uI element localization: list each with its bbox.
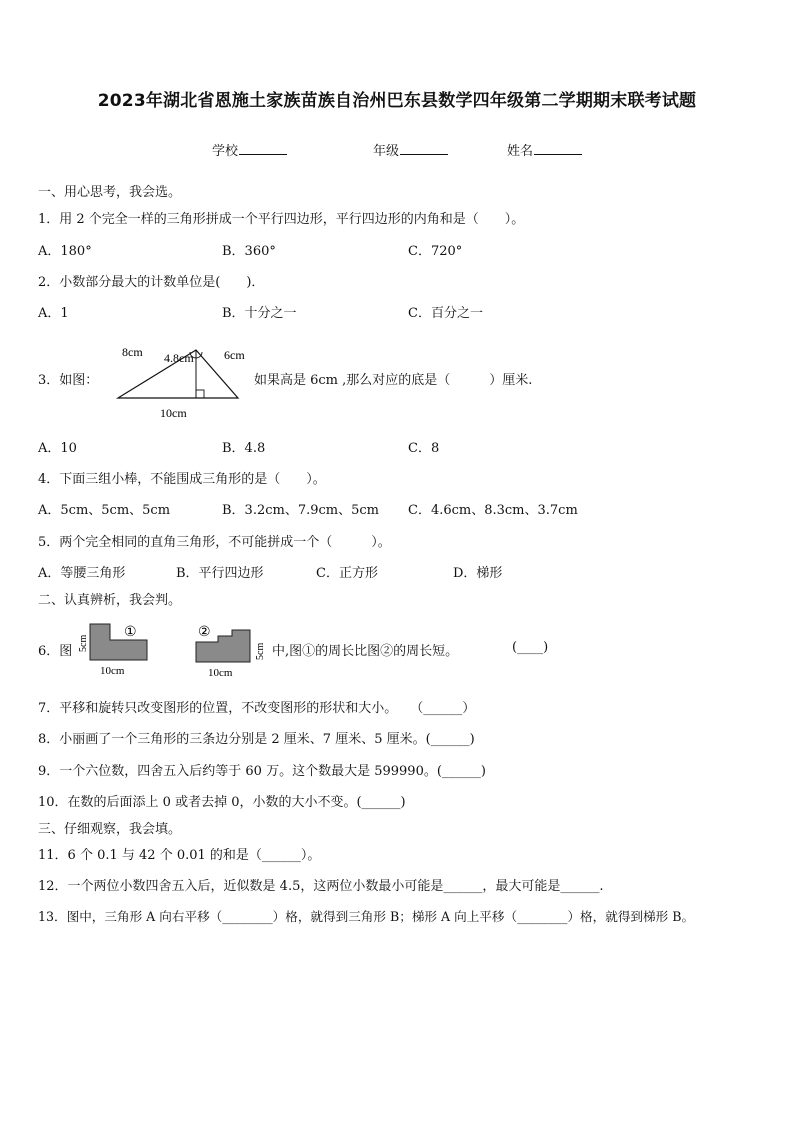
shape-1-base-label: 10cm xyxy=(100,665,125,677)
q5-option-b: B．平行四边形 xyxy=(176,566,264,581)
name-label: 姓名 xyxy=(507,144,534,159)
name-field xyxy=(507,140,582,159)
question-11: 11．6 个 0.1 与 42 个 0.01 的和是（______）。 xyxy=(38,848,321,863)
q2-option-a: A．1 xyxy=(38,306,69,321)
triangle-height-label: 4.8cm xyxy=(164,351,194,365)
q4-option-c: C．4.6cm、8.3cm、3.7cm xyxy=(408,503,578,518)
q3-option-a: A．10 xyxy=(38,441,77,456)
grade-blank xyxy=(400,142,448,155)
name-blank xyxy=(534,142,582,155)
q1-option-c: C．720° xyxy=(408,244,463,259)
question-9: 9．一个六位数，四舍五入后约等于 60 万。这个数最大是 599990。(______) xyxy=(38,764,486,779)
q3-option-b: B．4.8 xyxy=(222,441,266,456)
shape-2-base-label: 10cm xyxy=(208,667,233,679)
q5-option-a: A．等腰三角形 xyxy=(38,566,126,581)
q1-option-a: A．180° xyxy=(38,244,92,259)
question-6-blank: (____) xyxy=(512,640,549,655)
question-3-text: 如果高是 6cm ,那么对应的底是（ ）厘米. xyxy=(254,373,533,388)
question-6-prefix: 6．图 xyxy=(38,644,73,659)
grade-field xyxy=(373,140,448,159)
school-blank xyxy=(239,142,287,155)
q3-option-c: C．8 xyxy=(408,441,440,456)
q5-option-c: C．正方形 xyxy=(316,566,378,581)
question-10: 10．在数的后面添上 0 或者去掉 0，小数的大小不变。(______) xyxy=(38,795,406,810)
q5-option-d: D．梯形 xyxy=(453,566,503,581)
question-5: 5．两个完全相同的直角三角形，不可能拼成一个（ ）。 xyxy=(38,535,391,550)
triangle-figure xyxy=(110,340,250,422)
q2-option-c: C．百分之一 xyxy=(408,306,483,321)
shape-1-side-label: 5cm xyxy=(78,634,89,652)
shape-1-number: ① xyxy=(124,625,137,640)
q2-option-b: B．十分之一 xyxy=(222,306,297,321)
right-angle-mark xyxy=(196,390,204,398)
section-1-heading: 一、用心思考，我会选。 xyxy=(38,185,182,200)
question-13: 13．图中，三角形 A 向右平移（________）格，就得到三角形 B；梯形 A 向上平移（________）格，就得到梯形 B。 xyxy=(38,909,695,924)
question-1: 1．用 2 个完全一样的三角形拼成一个平行四边形，平行四边形的内角和是（ ）。 xyxy=(38,212,525,227)
question-12: 12．一个两位小数四舍五入后，近似数是 4.5，这两位小数最小可能是______，最大可能是______. xyxy=(38,879,604,894)
question-3-prefix: 3．如图： xyxy=(38,373,99,388)
question-8: 8．小丽画了一个三角形的三条边分别是 2 厘米、7 厘米、5 厘米。(______) xyxy=(38,732,475,747)
question-2: 2．小数部分最大的计数单位是( )． xyxy=(38,275,265,290)
page-title: 2023年湖北省恩施土家族苗族自治州巴东县数学四年级第二学期期末联考试题 xyxy=(97,91,697,111)
section-3-heading: 三、仔细观察，我会填。 xyxy=(38,822,182,837)
shape-2-side-label: 5cm xyxy=(255,642,266,660)
triangle-right-side-label: 6cm xyxy=(224,348,245,362)
section-2-heading: 二、认真辨析，我会判。 xyxy=(38,593,182,608)
grade-label: 年级 xyxy=(373,144,400,159)
shape-1-figure xyxy=(72,618,156,678)
shape-2-figure xyxy=(192,622,272,680)
triangle-base-label: 10cm xyxy=(160,406,187,420)
school-label: 学校 xyxy=(212,144,239,159)
q4-option-b: B．3.2cm、7.9cm、5cm xyxy=(222,503,379,518)
q1-option-b: B．360° xyxy=(222,244,276,259)
shape-2-number: ② xyxy=(198,625,211,640)
question-7: 7．平移和旋转只改变图形的位置，不改变图形的形状和大小。 （______） xyxy=(38,701,476,716)
triangle-left-side-label: 8cm xyxy=(122,345,143,359)
shape-1 xyxy=(90,624,147,660)
q4-option-a: A．5cm、5cm、5cm xyxy=(38,503,171,518)
question-4: 4．下面三组小棒，不能围成三角形的是（ ）。 xyxy=(38,472,326,487)
question-6-text: 中,图①的周长比图②的周长短。 xyxy=(272,644,459,659)
school-field xyxy=(212,140,287,159)
